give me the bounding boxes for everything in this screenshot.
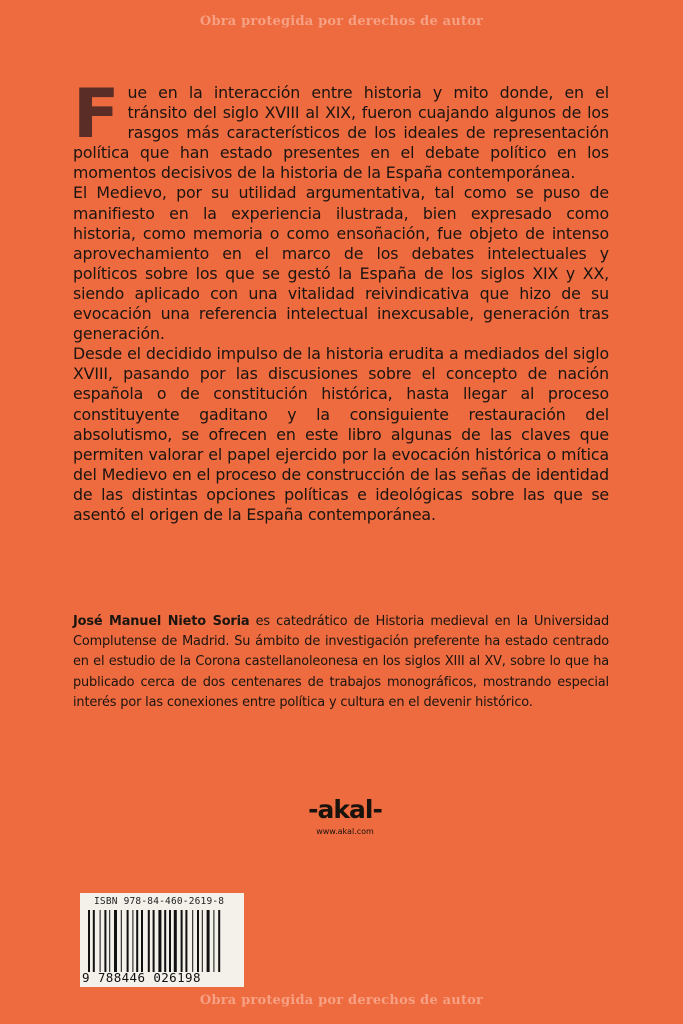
barcode-bar: [153, 910, 155, 972]
barcode-bar: [141, 910, 143, 972]
author-name: José Manuel Nieto Soria: [73, 614, 250, 629]
barcode-digits: 9 788446 026198: [82, 970, 201, 985]
barcode-bar: [174, 910, 177, 972]
blurb-paragraph-2: El Medievo, por su utilidad argumentativa, tal como se puso de manifiesto en la experiencia ilustrada, bien expresado como historia, como memoria o como ensoñación, fue objeto de intenso aprovechamiento en el marco de los debates intelectuales y políticos sobre los que se gestó la España de los siglos XIX y XX, siendo aplicado con una vitalidad reivindicativa que hizo de su evocación una referencia intelectual inexcusable, generación tras generación.: [73, 183, 609, 344]
drop-cap: F: [73, 75, 120, 154]
blurb-paragraph-1: ue en la interacción entre historia y mito donde, en el tránsito del siglo XVIII al XIX, fueron cuajando algunos de los rasgos más característicos de los ideales de representación política que han estado presentes en el debate político en los momentos decisivos de la historia de la España contemporánea.: [73, 83, 609, 183]
publisher-logo: [300, 796, 390, 850]
barcode-bar: [127, 910, 129, 972]
barcode-bar: [197, 910, 199, 972]
barcode-bar: [164, 910, 166, 972]
barcode-bar: [185, 910, 187, 972]
barcode-bar: [213, 910, 214, 972]
barcode-bar: [148, 910, 150, 972]
barcode-bar: [93, 910, 95, 972]
author-bio-text: es catedrático de Historia medieval en la Universidad Complutense de Madrid. Su ámbito de investigación preferente ha estado centrado en el estudio de la Corona castellanoleonesa en los siglos XIII al XV, sobre lo que ha publicado cerca de dos centenares de trabajos monográficos, mostrando especial interés por las conexiones entre política y cultura en el devenir histórico.: [73, 614, 609, 710]
barcode-bar: [169, 910, 171, 972]
barcode-bar: [158, 910, 161, 972]
author-bio: [73, 612, 609, 713]
barcode-bar: [132, 910, 133, 972]
barcode-bar: [207, 910, 210, 972]
akal-logo-mark: -akal-: [308, 795, 382, 824]
barcode-bar: [104, 910, 106, 972]
isbn-label: ISBN 978-84-460-2619-8: [94, 896, 225, 907]
blurb-paragraph-3: Desde el decidido impulso de la historia erudita a mediados del siglo XVIII, pasando por las discusiones sobre el concepto de nación española o de constitución histórica, hasta llegar al proceso constituyente gaditano y la consiguiente restauración del absolutismo, se ofrecen en este libro algunas de las claves que permiten valorar el papel ejercido por la evocación histórica o mítica del Medievo en el proceso de construcción de las señas de identidad de las distintas opciones políticas e ideológicas sobre las que se asentó el origen de la España contemporánea.: [73, 344, 609, 524]
barcode-bar: [109, 910, 110, 972]
barcode-bar: [100, 910, 101, 972]
publisher-url: www.akal.com: [316, 827, 374, 836]
barcode-bar: [114, 910, 117, 972]
barcode-bar: [192, 910, 193, 972]
barcode-bars: [88, 910, 236, 972]
barcode-bar: [218, 910, 220, 972]
barcode-bar: [136, 910, 138, 972]
watermark-top: Obra protegida por derechos de autor: [199, 14, 484, 29]
barcode-bar: [88, 910, 90, 972]
barcode-bar: [202, 910, 203, 972]
back-cover-blurb: [73, 75, 609, 525]
watermark-bottom: Obra protegida por derechos de autor: [199, 993, 484, 1008]
barcode-bar: [181, 910, 183, 972]
barcode-bar: [121, 910, 122, 972]
isbn-barcode: [80, 893, 244, 987]
